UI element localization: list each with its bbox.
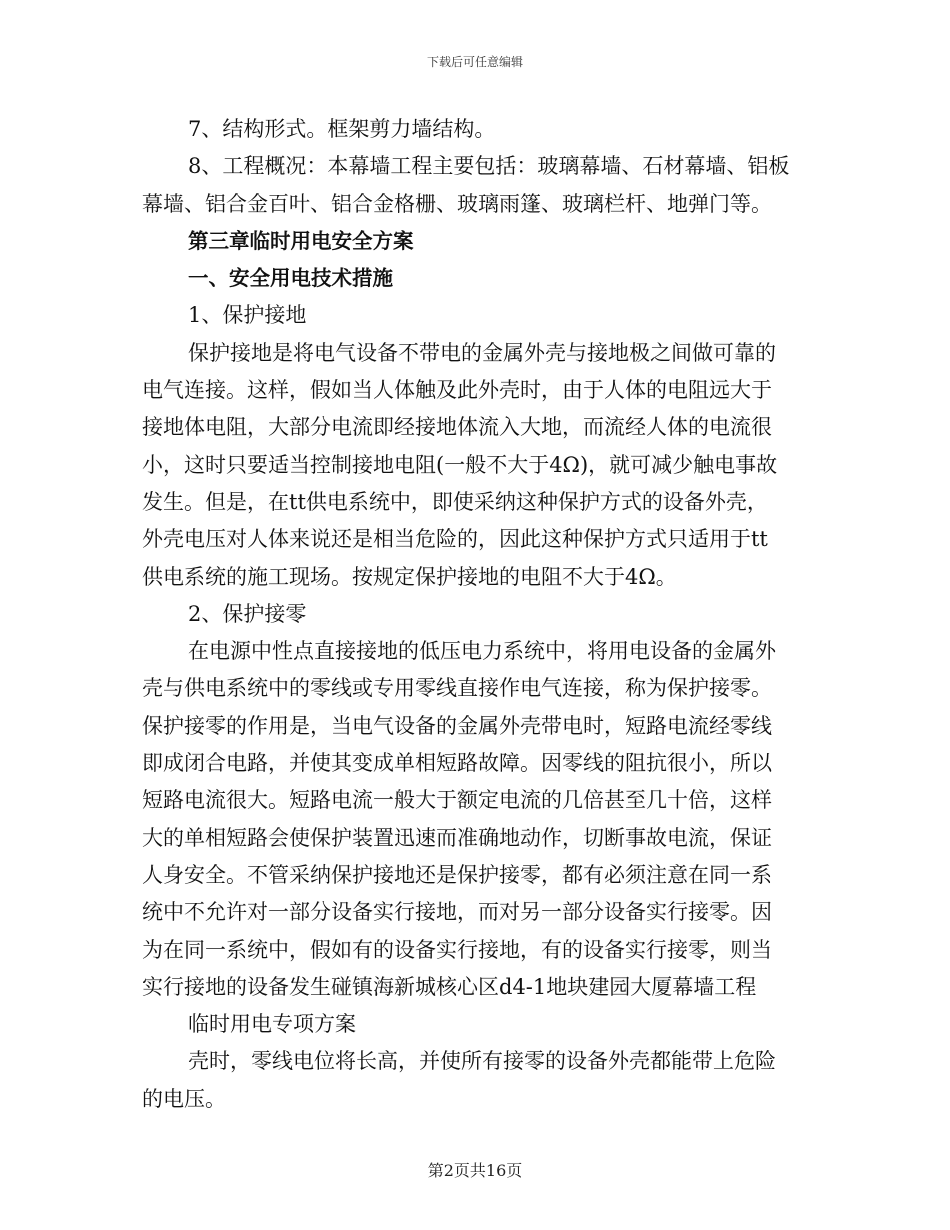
subsection-protective-grounding: 1、保护接地 [188,303,307,328]
page-number-footer: 第2页共16页 [427,1161,523,1180]
grounding-paragraph-line-6: 外壳电压对人体来说还是相当危险的，因此这种保护方式只适用于tt [142,527,768,552]
grounding-paragraph-line-1: 保护接地是将电气设备不带电的金属外壳与接地极之间做可靠的 [188,340,776,365]
project-overview-line-2: 幕墙、铝合金百叶、铝合金格栅、玻璃雨篷、玻璃栏杆、地弹门等。 [142,191,772,216]
neutral-paragraph-line-2: 壳与供电系统中的零线或专用零线直接作电气连接，称为保护接零。 [142,676,772,701]
grounding-paragraph-line-2: 电气连接。这样，假如当人体触及此外壳时，由于人体的电阻远大于 [142,378,772,403]
neutral-paragraph-line-10: 实行接地的设备发生碰镇海新城核心区d4-1地块建园大厦幕墙工程 [142,974,757,999]
chapter-heading: 第三章临时用电安全方案 [188,228,414,253]
neutral-paragraph-line-3: 保护接零的作用是，当电气设备的金属外壳带电时，短路电流经零线 [142,713,772,738]
running-title: 临时用电专项方案 [188,1012,356,1037]
neutral-paragraph-line-7: 人身安全。不管采纳保护接地还是保护接零，都有必须注意在同一系 [142,862,772,887]
neutral-paragraph-line-9: 为在同一系统中，假如有的设备实行接地，有的设备实行接零，则当 [142,937,772,962]
neutral-paragraph-line-8: 统中不允许对一部分设备实行接地，而对另一部分设备实行接零。因 [142,900,772,925]
project-overview-line-1: 8、工程概况：本幕墙工程主要包括：玻璃幕墙、石材幕墙、铝板 [188,154,790,179]
neutral-paragraph-line-1: 在电源中性点直接接地的低压电力系统中，将用电设备的金属外 [188,639,776,664]
grounding-paragraph-line-7: 供电系统的施工现场。按规定保护接地的电阻不大于4Ω。 [142,564,677,589]
neutral-paragraph-line-6: 大的单相短路会使保护装置迅速而准确地动作，切断事故电流，保证 [142,825,772,850]
grounding-paragraph-line-3: 接地体电阻，大部分电流即经接地体流入大地，而流经人体的电流很 [142,415,772,440]
document-body [142,111,810,1118]
page-header: 下载后可任意编辑 [426,55,523,69]
continuation-line-2: 的电压。 [142,1086,226,1111]
grounding-paragraph-line-5: 发生。但是，在tt供电系统中，即使采纳这种保护方式的设备外壳， [142,489,768,514]
grounding-paragraph-line-4: 小，这时只要适当控制接地电阻(一般不大于4Ω)，就可减少触电事故 [142,452,778,477]
neutral-paragraph-line-4: 即成闭合电路，并使其变成单相短路故障。因零线的阻抗很小，所以 [142,751,772,776]
neutral-paragraph-line-5: 短路电流很大。短路电流一般大于额定电流的几倍甚至几十倍，这样 [142,788,772,813]
list-item-structure-form: 7、结构形式。框架剪力墙结构。 [188,117,496,141]
subsection-protective-neutral: 2、保护接零 [188,601,307,626]
continuation-line-1: 壳时，零线电位将长高，并使所有接零的设备外壳都能带上危险 [188,1049,776,1074]
section-heading: 一、安全用电技术措施 [188,266,393,291]
